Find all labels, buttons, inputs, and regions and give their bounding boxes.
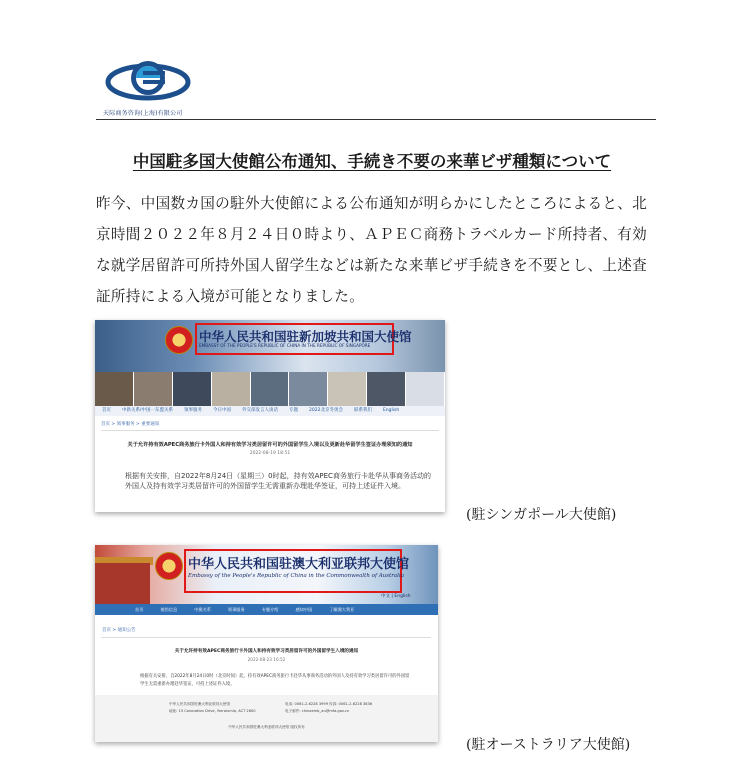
company-logo-icon [103,54,193,110]
sg-nav-item[interactable]: 首页 [102,408,111,413]
document-paragraph: 昨今、中国数カ国の駐外大使館による公布通知が明らかにしたところによると、北京時間２０２２年８月２４日０時より、ＡＰＥＣ商務トラベルカード所持者、有効な就学居留許可所持外国人留学生などは新たな来華ビザ手続きを不要とし、上述査証所持による入境が可能となりました。 [96,195,648,305]
au-breadcrumb[interactable]: 首页 > 通知公告 [102,628,136,633]
au-embassy-title-en: Embassy of the People's Republic of China in the Commonwealth of Australia [188,573,404,579]
au-embassy-title: 中华人民共和国驻澳大利亚联邦大使馆 [188,557,410,572]
sg-nav-item[interactable]: 领事服务 [184,408,203,413]
au-nav-bar [95,604,438,615]
au-nav-item[interactable]: 首页 [135,607,144,612]
sg-nav-item[interactable]: 中新关系/中国一东盟关系 [122,408,174,413]
sg-nav-item[interactable]: 联系我们 [353,408,372,413]
sg-notice-date: 2022-08-19 18:51 [249,451,291,456]
national-emblem-icon [155,552,183,580]
au-notice-paragraph: 根据有关安排，自2022年8月24日0时（北京时间）起，持有效APEC商务旅行卡赴华从事商务活动的外国人及持有效学习类居留许可的外国留学生无需重新办理赴华签证，可持上述证件入境。 [140,674,410,687]
sg-caption: (駐シンガポール大使館) [466,507,617,523]
sg-notice-title: 关于允许持有效APEC商务旅行卡外国人和持有效学习类居留许可的外国留学生入境以及更新赴华留学生签证办理须知的通知 [127,442,413,448]
national-emblem-icon [165,326,193,354]
sg-breadcrumb[interactable]: 首页 > 领事服务 > 重要通知 [101,422,160,427]
au-footer [95,695,438,742]
sg-nav-item[interactable]: 外交部发言人谈话 [242,408,279,413]
sg-embassy-title-en: EMBASSY OF THE PEOPLE'S REPUBLIC OF CHINA IN THE REPUBLIC OF SINGAPORE [199,343,371,348]
sg-photo-strip [95,372,445,406]
company-logo [103,54,193,114]
au-footer-left [169,701,256,715]
au-footer-line: 中华人民共和国驻澳大利亚联邦大使馆 [169,702,231,706]
sg-embassy-title: 中华人民共和国驻新加坡共和国大使馆 [199,329,412,344]
singapore-embassy-screenshot [95,320,445,512]
au-language-switch[interactable]: 中文 | English [381,594,411,599]
au-footer-line: 地址: 15 Coronation Drive, Yarralumla, ACT 2600 [169,709,256,713]
au-nav-item[interactable]: 专题介绍 [261,607,279,612]
sg-notice-paragraph: 根据有关安排，自2022年8月24日（星期三）0时起，持有效APEC商务旅行卡赴华从事商务活动的外国人及持有效学习类居留许可的外国留学生无需重新办理赴华签证，可持上述证件入境。 [125,472,431,490]
sg-nav-item[interactable]: 2022北京冬奥会 [309,408,343,413]
au-caption: (駐オーストラリア大使館) [466,737,631,753]
au-footer-right [285,701,372,715]
au-divider [101,637,431,638]
australia-embassy-screenshot [95,545,438,742]
au-notice-title: 关于允许持有效APEC商务旅行卡外国人和持有效学习类居留许可的外国留学生入境的通知 [174,649,359,654]
au-nav-item[interactable]: 使馆信息 [160,607,178,612]
sg-nav-item[interactable]: 专题 [289,408,299,413]
header-divider [96,119,656,120]
au-nav-item[interactable]: 领事服务 [227,607,245,612]
au-footer-line: 电话: 0061-2-6228 3999 传真: 0061-2-6228 3836 [285,702,373,706]
au-footer-copyright: 中华人民共和国驻澳大利亚联邦大使馆 版权所有 [228,725,305,729]
au-footer-line: 电子邮件: chinaemb_au@mfa.gov.cn [285,709,350,713]
sg-nav-bar [95,406,445,416]
au-nav-item[interactable]: 中澳关系 [194,607,211,612]
company-name: 天际商务咨询(上海)有限公司 [103,110,183,117]
au-notice-date: 2022-08-23 16:52 [247,657,286,662]
tiananmen-gate [95,563,150,604]
au-nav-item[interactable]: 了解澳大利亚 [329,607,355,612]
sg-nav-item[interactable]: 今日中国 [213,408,232,413]
au-nav-item[interactable]: 感知中国 [295,607,313,612]
sg-nav-item[interactable]: English [382,408,400,413]
document-title: 中国駐多国大使館公布通知、手続き不要の来華ビザ種類について [132,152,612,171]
sg-divider [101,430,439,431]
